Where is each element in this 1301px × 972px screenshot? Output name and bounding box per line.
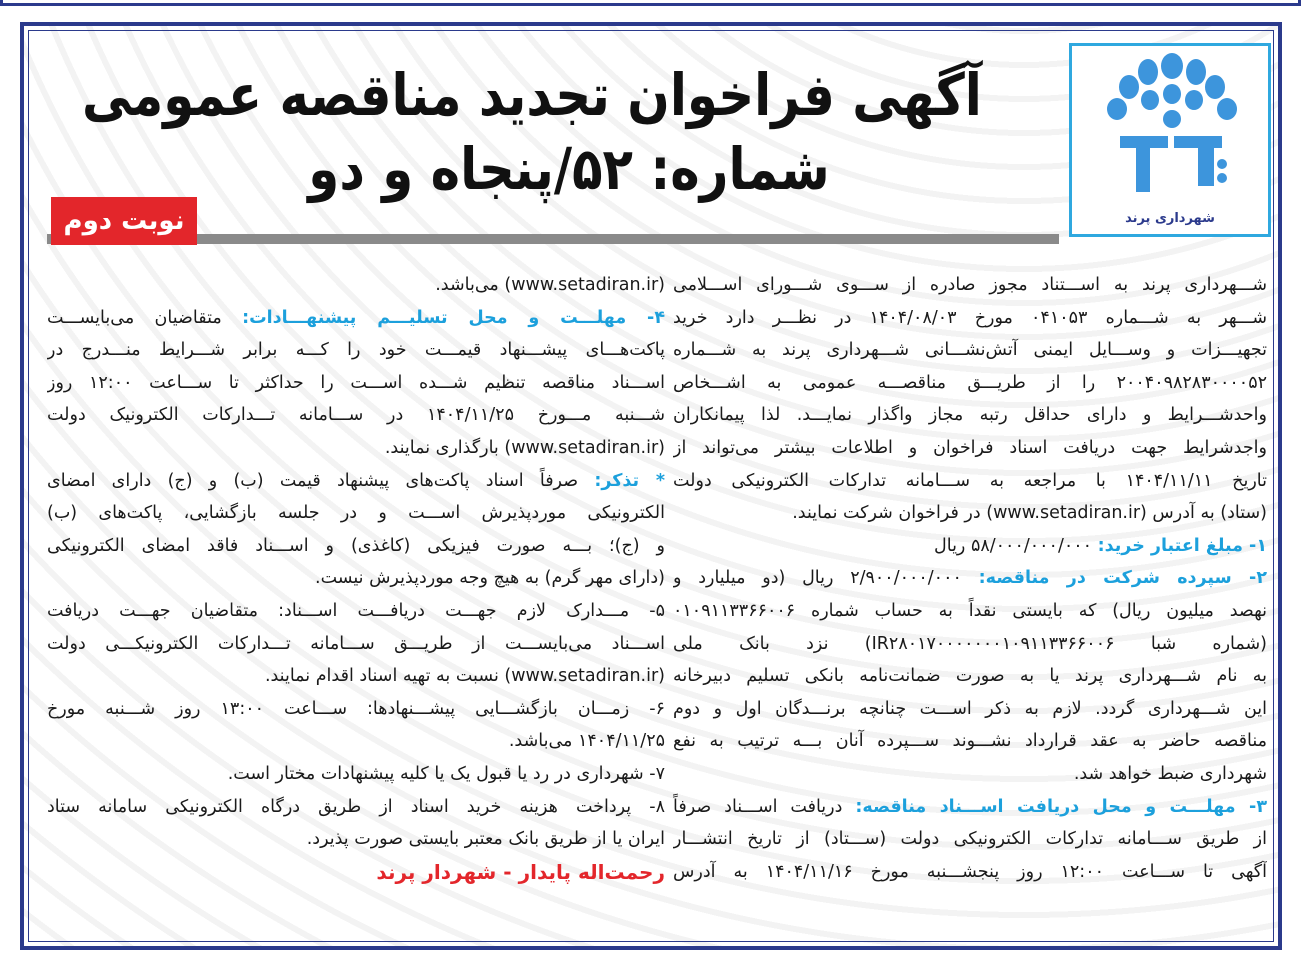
line-text: و (ج)؛ بـــه صورت فیزیکی (کاغذی) و اســـناد فاقد امضای الکترونیکی <box>47 535 665 556</box>
line-text: ۱۴۰۴/۱۱/۲۵ می‌باشد. <box>508 731 665 752</box>
text-line <box>47 628 665 661</box>
text-line <box>673 530 1267 563</box>
line-text: به نام شـــهرداری پرند یا به صورت ضمانت‌نامه بانکی تسلیم دبیرخانه <box>673 666 1267 687</box>
line-text: ۷- شهرداری در رد یا قبول یک یا کلیه پیشنهادات مختار است. <box>227 763 665 784</box>
round-badge: نوبت دوم <box>51 197 197 245</box>
text-line <box>673 725 1267 758</box>
line-text: (www.setadiran.ir) می‌باشد. <box>435 275 665 295</box>
text-line <box>47 432 665 465</box>
text-line <box>47 562 665 595</box>
line-text: ۲۰۰۴۰۹۸۲۸۳۰۰۰۰۵۲ را از طریـــق مناقصـــه عمومی به اشـــخاص <box>673 372 1267 393</box>
line-text: اســـناد می‌بایســـت از طریـــق ســـامانه تـــدارکات الکترونیکـــی دولت <box>47 633 665 654</box>
text-line <box>673 660 1267 693</box>
text-line <box>47 530 665 563</box>
section-label: ۳- مهلـــت و محل دریافت اســـناد مناقصه: <box>855 796 1267 817</box>
line-text: دریافت اســـناد صرفاً <box>673 796 856 817</box>
text-line <box>47 399 665 432</box>
signature: رحمت‌اله پایدار - شهردار پرند <box>376 859 665 884</box>
text-line <box>673 693 1267 726</box>
line-text: ایران یا از طریق بانک معتبر بایستی صورت پذیرد. <box>306 829 665 850</box>
text-line <box>47 823 665 856</box>
line-text: شهرداری ضبط خواهد شد. <box>1073 763 1267 784</box>
line-text: (ستاد) به آدرس (www.setadiran.ir) در فراخوان شرکت نمایند. <box>792 503 1267 524</box>
tender-number: شماره: ۵۲/پنجاه و دو <box>308 135 830 203</box>
text-line <box>673 758 1267 791</box>
text-line <box>673 334 1267 367</box>
text-line <box>47 660 665 693</box>
line-text: تاریخ ۱۴۰۴/۱۱/۱۱ با مراجعه به ســـامانه تدارکات الکترونیکی دولت <box>673 470 1267 491</box>
right-column <box>673 269 1267 888</box>
line-text: صرفاً اسناد پاکت‌های پیشنهاد قیمت (ب) و (ج) دارای امضای <box>47 470 595 491</box>
left-column <box>47 269 665 888</box>
text-line <box>47 595 665 628</box>
line-text: این شـــهرداری گردد. لازم به ذکر اســـت چنانچه برنـــدگان اول و دوم <box>673 698 1267 719</box>
text-line <box>673 302 1267 335</box>
line-text: ۸- پرداخت هزینه خرید اسناد از طریق درگاه الکترونیکی سامانه ستاد <box>47 796 665 817</box>
logo-caption: شهرداری پرند <box>1125 211 1215 226</box>
section-label: * تذکر: <box>594 470 665 491</box>
text-line <box>47 791 665 824</box>
text-line <box>673 367 1267 400</box>
line-text: الکترونیکی موردپذیرش اســـت و در جلسه بازگشایی، پاکت‌های (ب) <box>47 503 665 524</box>
page-title: آگهی فراخوان تجدید مناقصه عمومی <box>81 61 982 129</box>
text-line <box>673 791 1267 824</box>
text-line <box>673 856 1267 889</box>
top-border <box>0 0 1301 6</box>
divider <box>47 234 1059 244</box>
text-line <box>673 595 1267 628</box>
line-text: ۲/۹۰۰/۰۰۰/۰۰۰ ریال (دو میلیارد و <box>673 568 979 589</box>
text-line <box>47 465 665 498</box>
line-text: (www.setadiran.ir) نسبت به تهیه اسناد اقدام نمایند. <box>264 666 665 687</box>
line-text: آگهی تا ســـاعت ۱۲:۰۰ روز پنجشـــنبه مورخ ۱۴۰۴/۱۱/۱۶ به آدرس <box>673 861 1267 882</box>
text-line <box>47 693 665 726</box>
line-text: متقاضیان می‌بایســـت <box>47 307 243 328</box>
line-text: ۵- مـــدارک لازم جهـــت دریافـــت اســـناد: متقاضیان جهـــت دریافت <box>47 600 665 621</box>
section-label: ۱- مبلغ اعتبار خرید: <box>1097 535 1267 556</box>
inner-frame <box>28 30 1274 942</box>
line-text: شـــنبه مـــورخ ۱۴۰۴/۱۱/۲۵ در ســـامانه تـــدارکات الکترونیک دولت <box>47 405 665 426</box>
text-line <box>673 562 1267 595</box>
text-line <box>673 465 1267 498</box>
line-text: پاکت‌هـــای پیشـــنهاد قیمـــت خود را کـــه برابر شـــرایط منـــدرج در <box>47 340 665 361</box>
line-text: ۵۸/۰۰۰/۰۰۰/۰۰۰ ریال <box>934 535 1098 556</box>
text-line <box>673 628 1267 661</box>
tender-notice <box>20 22 1282 950</box>
text-line <box>47 497 665 530</box>
text-line <box>47 334 665 367</box>
line-text: (www.setadiran.ir) بارگذاری نمایند. <box>384 437 665 458</box>
text-line <box>47 758 665 791</box>
line-text: (دارای مهر گرم) به هیچ وجه موردپذیرش نیست. <box>315 568 665 589</box>
line-text: از طریق ســـامانه تدارکات الکترونیکی دولت (ســـتاد) از تاریخ انتشـــار <box>673 829 1267 850</box>
parand-logo-icon <box>1102 52 1242 202</box>
municipality-logo <box>1069 43 1271 237</box>
text-line <box>673 823 1267 856</box>
line-text: شـــهرداری پرند به اســـتناد مجوز صادره از ســـوی شـــورای اســـلامی <box>673 275 1267 295</box>
line-text: نهصد میلیون ریال) که بایستی نقداً به حساب شماره ۰۱۰۹۱۱۳۳۶۶۰۰۶ <box>673 600 1267 621</box>
line-text: مناقصه حاضر به عقد قرارداد نشـــوند ســـپرده آنان بـــه ترتیب به نفع <box>673 731 1267 752</box>
text-line <box>47 302 665 335</box>
line-text: اســـناد مناقصه تنظیم شـــده اســـت را حداکثر تا ســـاعت ۱۲:۰۰ روز <box>47 372 665 393</box>
line-text: تجهیـــزات و وســـایل ایمنی آتش‌نشـــانی شـــهرداری پرند به شـــماره <box>673 340 1267 361</box>
line-text: واحدشـــرایط و دارای حداقل رتبه مجاز واگذار نمایـــد. لذا پیمانکاران <box>673 405 1267 426</box>
text-line <box>673 399 1267 432</box>
section-label: ۴- مهلـــت و محل تسلیـــم پیشنهـــادات: <box>242 307 665 328</box>
text-line <box>673 432 1267 465</box>
line-text: (شماره شبا IR۲۸۰۱۷۰۰۰۰۰۰۰۱۰۹۱۱۳۳۶۶۰۰۶) نزد بانک ملی <box>673 633 1267 654</box>
line-text: ۶- زمـــان بازگشـــایی پیشـــنهادها: ســـاعت ۱۳:۰۰ روز شـــنبه مورخ <box>47 698 665 719</box>
text-line <box>47 725 665 758</box>
line-text: واجدشرایط جهت دریافت اسناد فراخوان و اطلاعات بیشتر می‌تواند از <box>673 437 1267 458</box>
text-line <box>47 269 665 302</box>
section-label: ۲- سپرده شرکت در مناقصه: <box>978 568 1267 589</box>
text-line <box>673 269 1267 302</box>
text-line <box>47 367 665 400</box>
text-line <box>673 497 1267 530</box>
line-text: شـــهر به شـــماره ۰۴۱۰۵۳ مورخ ۱۴۰۴/۰۸/۰۳ در نظـــر دارد خرید <box>673 307 1267 328</box>
